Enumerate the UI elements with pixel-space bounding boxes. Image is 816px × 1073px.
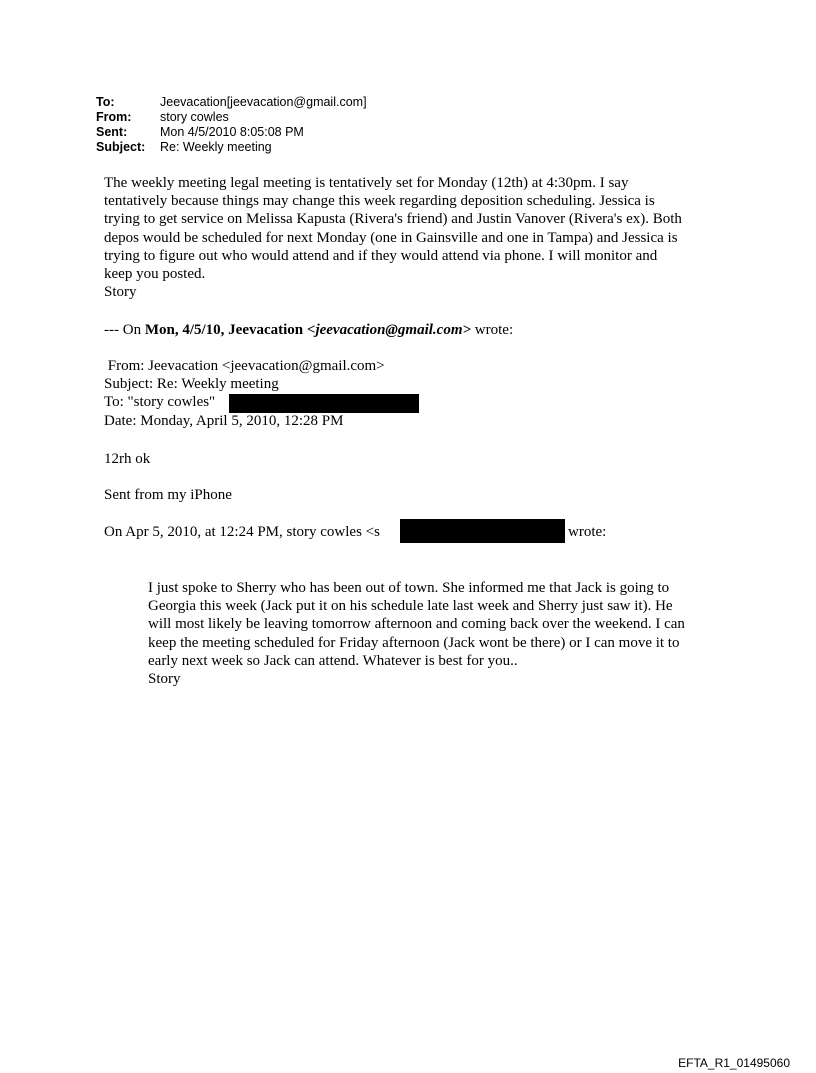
reply-text: 12rh ok (104, 451, 151, 467)
subject-value: Re: Weekly meeting (160, 140, 272, 154)
second-intro-partial: s (374, 524, 380, 540)
quoted-date-line: Date: Monday, April 5, 2010, 12:28 PM (104, 412, 344, 429)
quote-intro-date: Mon, 4/5/10, Jeevacation (144, 322, 307, 338)
nested-message-line: I just spoke to Sherry who has been out of town. She informed me that Jack is going to (148, 580, 670, 596)
redaction-box (229, 394, 419, 413)
nested-message-line: early next week so Jack can attend. Whatever is best for you.. (148, 652, 518, 669)
quote-intro (104, 321, 513, 339)
sent-label: Sent: (96, 125, 128, 139)
quote-intro-email: <jeevacation@gmail.com> (306, 322, 472, 338)
message-line: tentatively because things may change this week regarding deposition scheduling. Jessica is (104, 193, 655, 210)
message-line: depos would be scheduled for next Monday (one in Gainsville and one in Tampa) and Jessica is (104, 229, 678, 246)
to-label: To: (96, 95, 115, 109)
sent-from-line: Sent from my iPhone (104, 487, 232, 503)
second-intro (104, 523, 380, 541)
header-subject-row (96, 140, 367, 155)
nested-message-signature: Story (148, 671, 181, 688)
header-to-row (96, 95, 367, 110)
to-value: Jeevacation[jeevacation@gmail.com] (160, 95, 367, 109)
quoted-from-line: From: Jeevacation <jeevacation@gmail.com> (104, 358, 385, 374)
header-sent-row (96, 125, 367, 140)
quote-intro-prefix: --- On (104, 322, 145, 338)
subject-label: Subject: (96, 140, 146, 154)
message-signature: Story (104, 284, 137, 301)
nested-message-line: keep the meeting scheduled for Friday afternoon (Jack wont be there) or I can move it to (148, 634, 680, 651)
second-intro-prefix: On Apr 5, 2010, at 12:24 PM, story cowles < (104, 524, 375, 540)
email-header (96, 95, 367, 155)
from-label: From: (96, 110, 132, 124)
message-line: keep you posted. (104, 266, 206, 283)
sent-value: Mon 4/5/2010 8:05:08 PM (160, 125, 304, 139)
document-id: EFTA_R1_01495060 (678, 1056, 790, 1070)
redaction-box (400, 519, 565, 543)
second-intro-suffix: wrote: (568, 524, 607, 540)
message-body (104, 174, 682, 301)
nested-message (148, 579, 685, 688)
message-line: trying to get service on Melissa Kapusta (Rivera's friend) and Justin Vanover (Rivera's ex). Both (104, 211, 682, 228)
nested-message-line: will most likely be leaving tomorrow afternoon and coming back over the weekend. I can (148, 616, 685, 633)
quoted-subject-line: Subject: Re: Weekly meeting (104, 376, 279, 393)
message-line: The weekly meeting legal meeting is tentatively set for Monday (12th) at 4:30pm. I say (104, 175, 629, 191)
header-from-row (96, 110, 367, 125)
quote-intro-suffix: wrote: (471, 322, 514, 338)
nested-message-line: Georgia this week (Jack put it on his schedule late last week and Sherry just saw it). He (148, 598, 673, 615)
message-line: trying to figure out who would attend and if they would attend via phone. I will monitor and (104, 247, 658, 264)
quoted-to-text: To: "story cowles" (104, 394, 219, 411)
from-value: story cowles (160, 110, 229, 124)
